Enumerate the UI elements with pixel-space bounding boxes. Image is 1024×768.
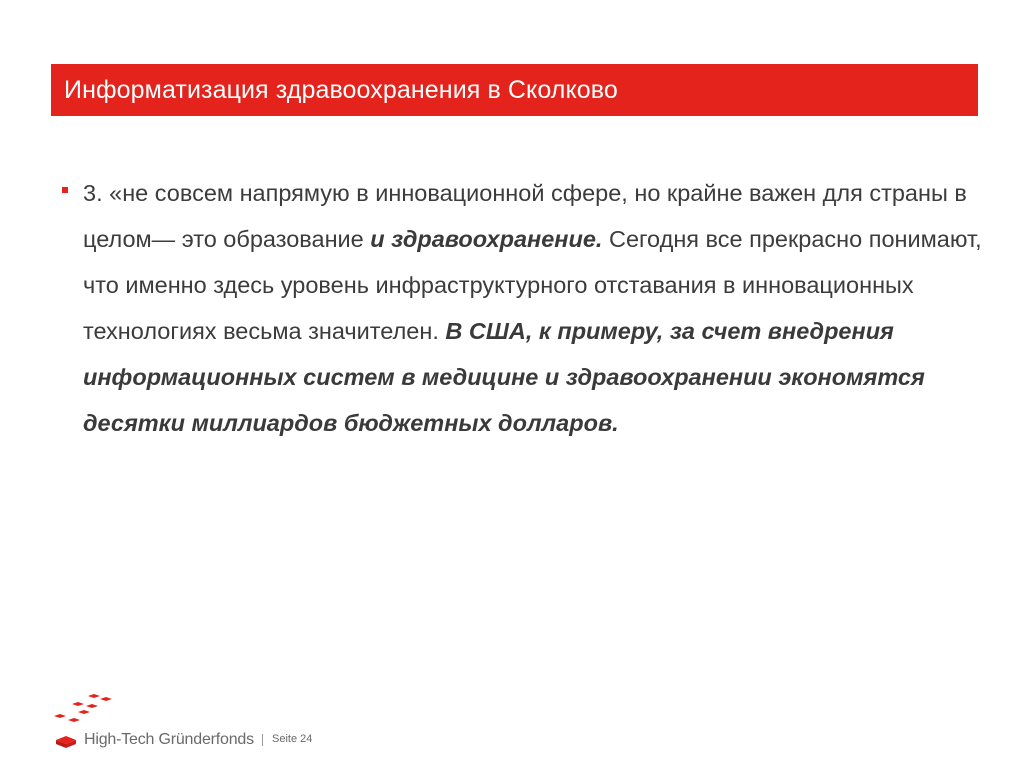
bullet-item xyxy=(62,170,982,446)
bullet-emphasis-2: В США, к примеру, за счет внедрения информационных систем в медицине и здравоохранении экономятся десятки миллиардов бюджетных долларов. xyxy=(83,318,925,436)
square-bullet-icon xyxy=(62,187,68,193)
bullet-text-part-1: 3. «не совсем напрямую в инновационной сфере, но крайне важен для страны в целом— это образование xyxy=(83,180,967,252)
logo-wordmark: High-Tech Gründerfonds xyxy=(84,731,254,748)
slide-title: Информатизация здравоохранения в Сколково xyxy=(64,75,618,104)
footer-divider xyxy=(262,734,263,746)
bullet-paragraph xyxy=(83,170,982,446)
content-area xyxy=(62,170,982,446)
footer xyxy=(50,690,370,750)
title-bar xyxy=(51,64,978,116)
bullet-text-part-2: Сегодня все прекрасно понимают, что именно здесь уровень инфраструктурного отставания в инновационных технологиях весьма значителен. xyxy=(83,226,982,344)
bullet-emphasis-1: и здравоохранение. xyxy=(370,226,603,252)
page-number: Seite 24 xyxy=(272,733,313,745)
